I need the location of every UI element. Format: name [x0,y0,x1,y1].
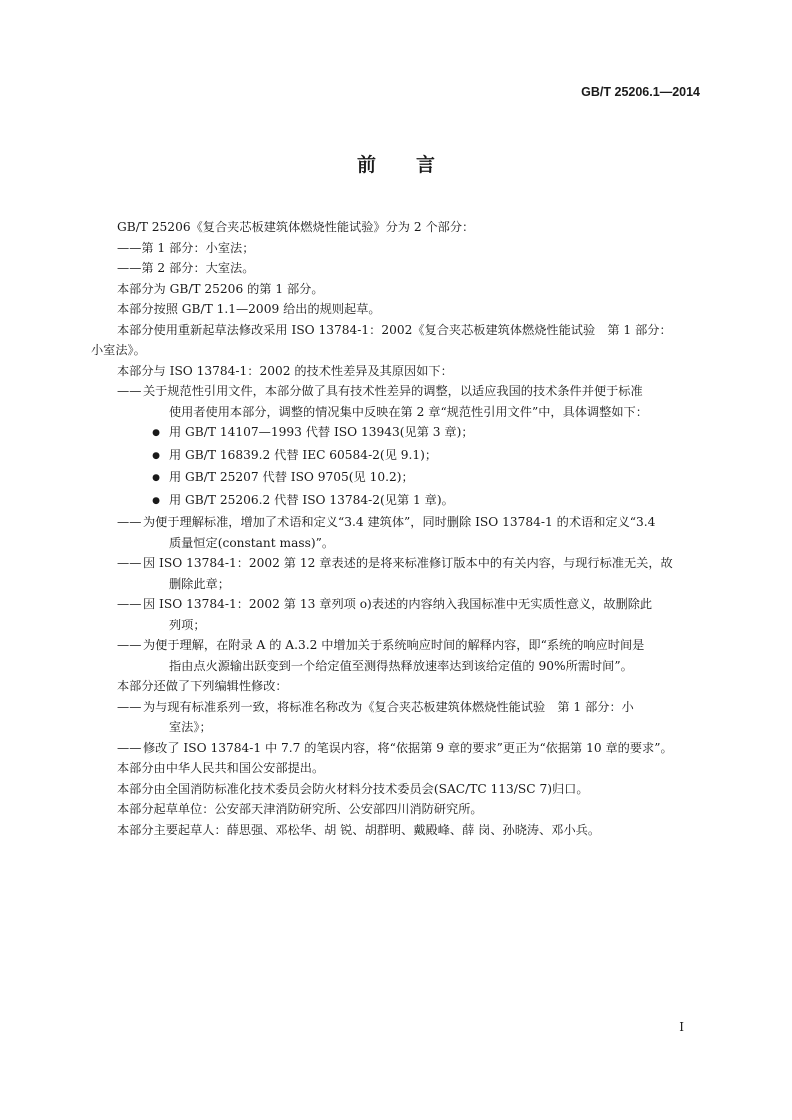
part-item [91,258,703,279]
bullet-item [91,445,703,468]
paragraph [91,676,703,697]
difference-item [91,512,703,553]
paragraph-text: 本部分主要起草人：薛思强、邓松华、胡 锐、胡群明、戴殿峰、薛 岗、孙晓涛、邓小兵。 [117,822,601,837]
bullet-item [91,467,703,490]
dash-marker: —— [117,384,142,398]
dash-marker: —— [117,699,142,714]
foreword-body [91,217,703,840]
dash-marker: —— [117,740,142,755]
paragraph [91,799,703,820]
bullet-icon [143,467,169,490]
editorial-item [91,738,703,759]
difference-item [91,553,703,594]
editorial-item [91,697,703,738]
difference-item [91,635,703,676]
paragraph-text: 本部分与 ISO 13784-1：2002 的技术性差异及其原因如下： [117,363,453,378]
dash-marker: —— [117,515,142,529]
difference-text: 为便于理解，在附录 A 的 A.3.2 中增加关于系统响应时间的解释内容，即“系统的响应时间是 [143,638,645,652]
bullet-text: 用 GB/T 25206.2 代替 ISO 13784-2(见第 1 章)。 [169,492,454,507]
part-item-text: ——第 1 部分：小室法； [117,240,255,255]
paragraph-text: 本部分由中华人民共和国公安部提出。 [117,761,325,775]
paragraph-text: GB/T 25206《复合夹芯板建筑体燃烧性能试验》分为 2 个部分： [117,220,475,234]
page-title: 前言 [356,154,475,176]
bullet-text: 用 GB/T 25207 代替 ISO 9705(见 10.2)； [169,470,414,484]
paragraph-text: 本部分按照 GB/T 1.1—2009 给出的规则起草。 [117,302,381,316]
difference-text: 因 ISO 13784-1：2002 第 12 章表述的是将来标准修订版本中的有关内容，与现行标准无关，故 [143,556,673,570]
paragraph-text: 本部分使用重新起草法修改采用 ISO 13784-1：2002《复合夹芯板建筑体燃烧性能试验 第 1 部分： [117,322,672,337]
bullet-icon [143,445,169,468]
bullet-icon [143,422,169,445]
paragraph [91,758,703,779]
bullet-item [91,422,703,445]
difference-text: 因 ISO 13784-1：2002 第 13 章列项 o)表述的内容纳入我国标准中无实质性意义，故删除此 [143,597,653,611]
difference-text: 质量恒定(constant mass)”。 [169,535,335,550]
difference-text: 列项； [169,617,206,632]
bullet-text: 用 GB/T 14107—1993 代替 ISO 13943(见第 3 章)； [169,425,474,439]
paragraph [91,279,703,300]
editorial-text: 室法》； [169,720,212,734]
editorial-text: 修改了 ISO 13784-1 中 7.7 的笔误内容，将“依据第 9 章的要求”更正为“依据第 10 章的要求”。 [143,740,673,755]
standard-code: GB/T 25206.1—2014 [581,85,700,99]
paragraph [91,299,703,320]
difference-text: 指由点火源输出跃变到一个给定值至测得热释放速率达到该给定值的 90%所需时间”。 [169,658,633,673]
difference-text: 删除此章； [169,576,230,591]
bullet-text: 用 GB/T 16839.2 代替 IEC 60584-2(见 9.1)； [169,447,438,462]
bullet-item [91,490,703,513]
difference-text: 为便于理解标准，增加了术语和定义“3.4 建筑体”，同时删除 ISO 13784-1 的术语和定义“3.4 [143,515,656,529]
dash-marker: —— [117,638,142,652]
difference-item [91,381,703,422]
bullet-icon [143,490,169,513]
paragraph [91,779,703,800]
difference-text: 使用者使用本部分，调整的情况集中反映在第 2 章“规范性引用文件”中，具体调整如下： [169,404,648,419]
paragraph-text: 本部分由全国消防标准化技术委员会防火材料分技术委员会(SAC/TC 113/SC 7)归口。 [117,781,589,796]
paragraph [91,217,703,238]
page-number: I [679,1020,684,1034]
difference-item [91,594,703,635]
paragraph [91,361,703,382]
dash-marker: —— [117,597,142,611]
difference-text: 关于规范性引用文件，本部分做了具有技术性差异的调整，以适应我国的技术条件并便于标准 [143,384,643,398]
part-item [91,238,703,259]
dash-marker: —— [117,556,142,570]
paragraph-text: 本部分为 GB/T 25206 的第 1 部分。 [117,281,324,296]
paragraph [91,820,703,841]
part-item-text: ——第 2 部分：大室法。 [117,261,255,275]
editorial-text: 为与现有标准系列一致，将标准名称改为《复合夹芯板建筑体燃烧性能试验 第 1 部分：小 [143,699,634,714]
paragraph [91,320,703,361]
paragraph-text: 本部分起草单位：公安部天津消防研究所、公安部四川消防研究所。 [117,802,483,816]
paragraph-text: 小室法》。 [91,343,146,357]
paragraph-text: 本部分还做了下列编辑性修改： [117,679,288,693]
